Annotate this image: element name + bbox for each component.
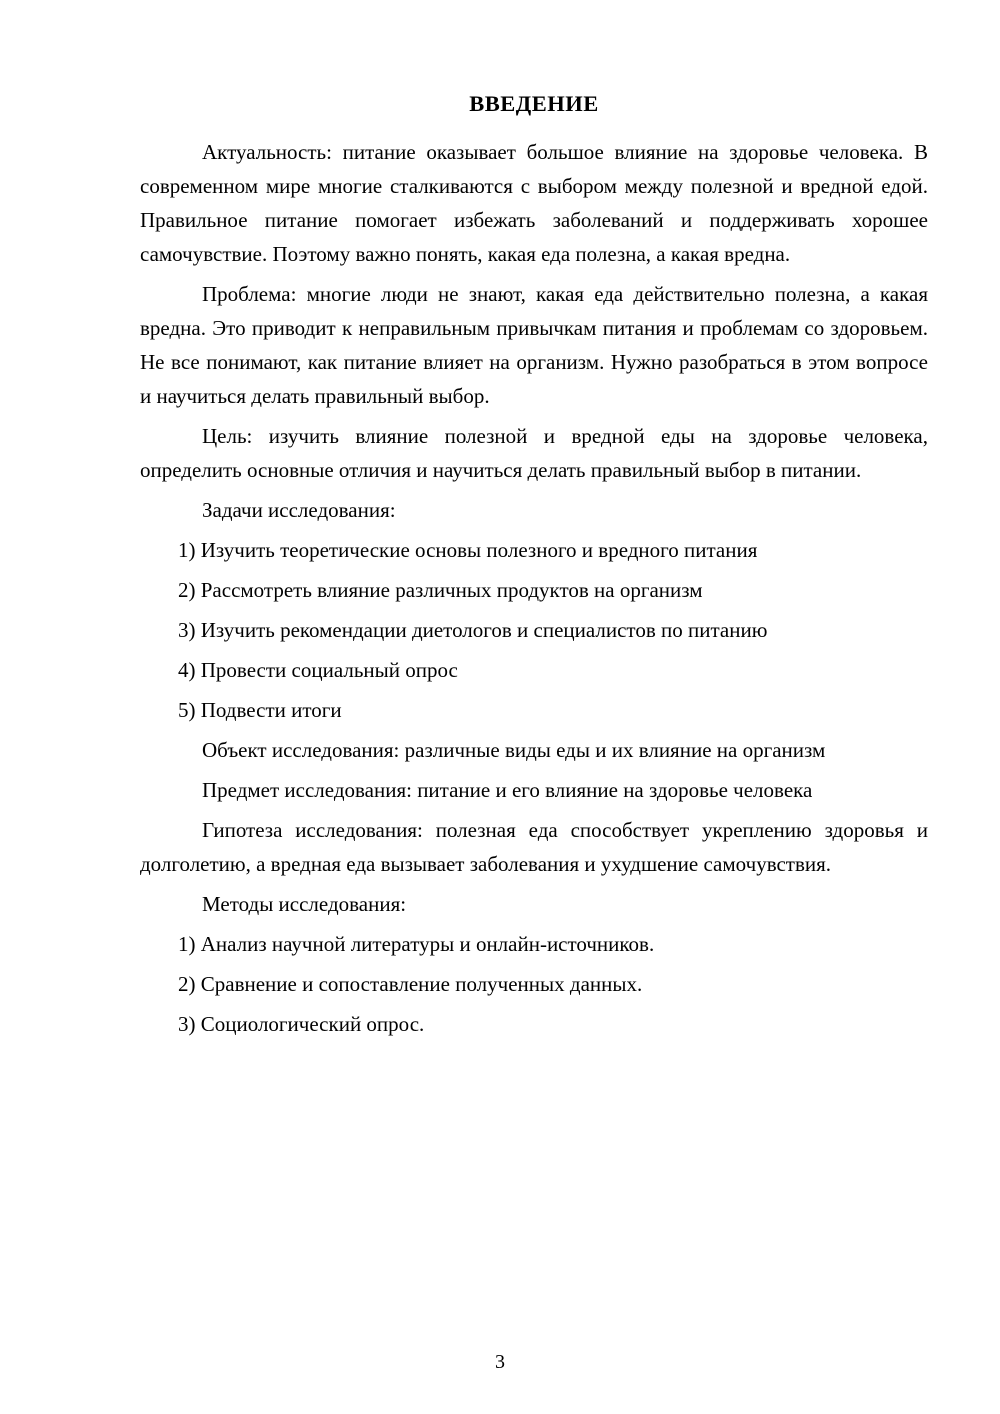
list-item: 5) Подвести итоги [178, 698, 342, 723]
paragraph-object: Объект исследования: различные виды еды и их влияние на организм [202, 738, 826, 763]
list-item: 2) Рассмотреть влияние различных продуктов на организм [178, 578, 703, 603]
list-item: 3) Изучить рекомендации диетологов и специалистов по питанию [178, 618, 768, 643]
paragraph-subject: Предмет исследования: питание и его влияние на здоровье человека [202, 778, 813, 803]
list-item: 4) Провести социальный опрос [178, 658, 458, 683]
paragraph-problem: Проблема: многие люди не знают, какая еда действительно полезна, а какая вредна. Это приводит к неправильным привычкам питания и проблемам со здоровьем. Не все понимают, как питание влияет на организм. Нужно разобраться в этом вопросе и научиться делать правильный выбор. [140, 282, 928, 409]
page-title: ВВЕДЕНИЕ [469, 91, 599, 116]
paragraph-goal: Цель: изучить влияние полезной и вредной еды на здоровье человека, определить основные отличия и научиться делать правильный выбор в питании. [140, 424, 928, 483]
list-item: 1) Анализ научной литературы и онлайн-источников. [178, 932, 655, 957]
paragraph-hypothesis: Гипотеза исследования: полезная еда способствует укреплению здоровья и долголетию, а вредная еда вызывает заболевания и ухудшение самочувствия. [140, 818, 928, 877]
methods-heading: Методы исследования: [202, 892, 407, 917]
list-item: 1) Изучить теоретические основы полезного и вредного питания [178, 538, 758, 563]
paragraph-relevance: Актуальность: питание оказывает большое влияние на здоровье человека. В современном мире многие сталкиваются с выбором между полезной и вредной едой. Правильное питание помогает избежать заболеваний и поддерживать хорошее самочувствие. Поэтому важно понять, какая еда полезна, а какая вредна. [140, 140, 928, 267]
tasks-heading: Задачи исследования: [202, 498, 396, 523]
page-number: 3 [495, 1351, 505, 1373]
list-item: 3) Социологический опрос. [178, 1012, 425, 1037]
list-item: 2) Сравнение и сопоставление полученных данных. [178, 972, 643, 997]
